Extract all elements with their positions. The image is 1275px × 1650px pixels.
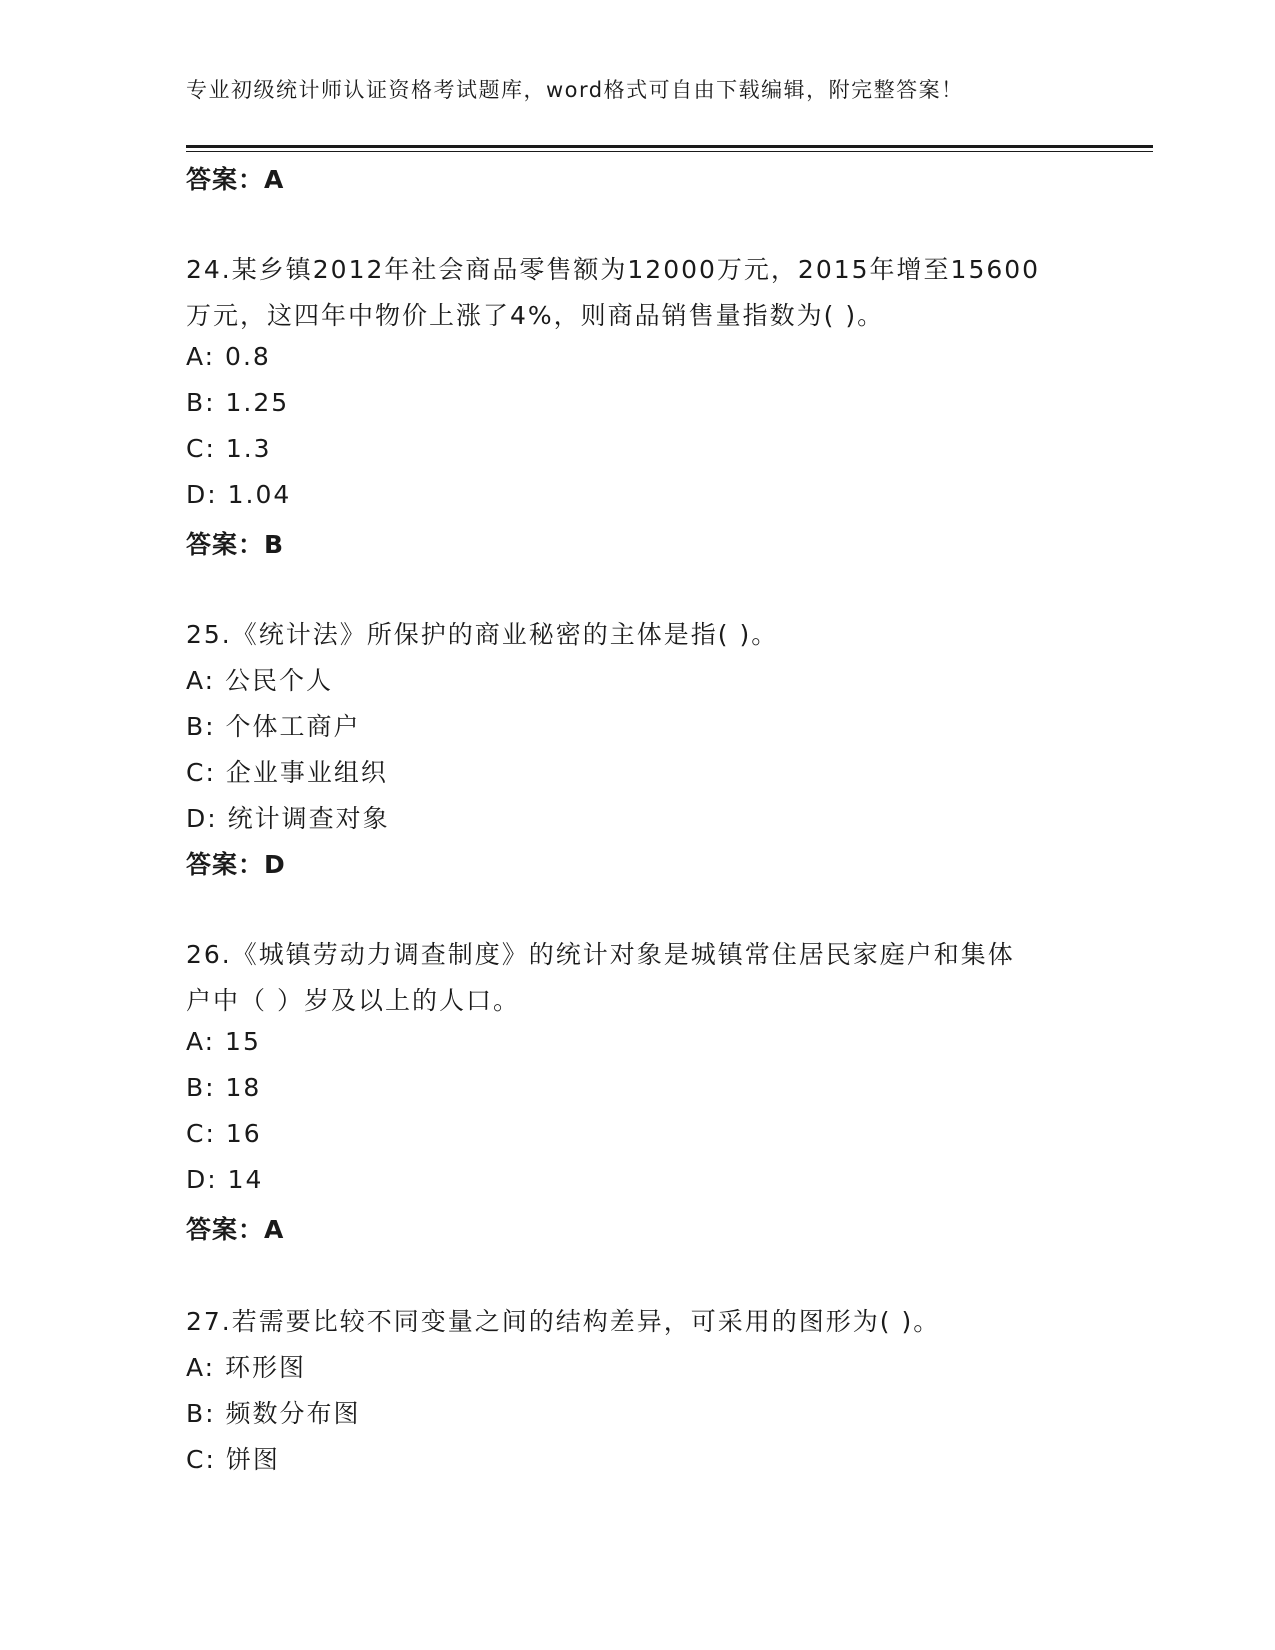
- option-d: D: 统计调查对象: [186, 804, 390, 833]
- option-a: A: 公民个人: [186, 666, 334, 695]
- header-rule-thick: [186, 145, 1153, 148]
- question-stem-line: 户中（ ）岁及以上的人口。: [186, 986, 520, 1015]
- question-stem-line: 26.《城镇劳动力调查制度》的统计对象是城镇常住居民家庭户和集体: [186, 940, 1015, 969]
- option-b: B: 18: [186, 1073, 262, 1102]
- option-c: C: 企业事业组织: [186, 758, 388, 787]
- previous-answer: 答案：A: [186, 165, 285, 194]
- option-a: A: 15: [186, 1027, 261, 1056]
- option-a: A: 环形图: [186, 1353, 307, 1382]
- option-d: D: 14: [186, 1165, 264, 1194]
- answer: 答案：B: [186, 530, 285, 559]
- question-stem-line: 万元，这四年中物价上涨了4%，则商品销售量指数为( )。: [186, 301, 885, 330]
- answer: 答案：D: [186, 850, 286, 879]
- option-a: A: 0.8: [186, 342, 271, 371]
- question-stem-line: 25.《统计法》所保护的商业秘密的主体是指( )。: [186, 620, 779, 649]
- question-stem-line: 27.若需要比较不同变量之间的结构差异，可采用的图形为( )。: [186, 1307, 941, 1336]
- question-stem-line: 24.某乡镇2012年社会商品零售额为12000万元，2015年增至15600: [186, 255, 1041, 284]
- answer: 答案：A: [186, 1215, 285, 1244]
- option-b: B: 1.25: [186, 388, 290, 417]
- option-c: C: 饼图: [186, 1445, 280, 1474]
- option-c: C: 16: [186, 1119, 262, 1148]
- option-b: B: 频数分布图: [186, 1399, 361, 1428]
- option-c: C: 1.3: [186, 434, 272, 463]
- option-b: B: 个体工商户: [186, 712, 361, 741]
- header-rule-thin: [186, 151, 1153, 152]
- header-text: 专业初级统计师认证资格考试题库，word格式可自由下载编辑，附完整答案！: [186, 78, 964, 102]
- option-d: D: 1.04: [186, 480, 292, 509]
